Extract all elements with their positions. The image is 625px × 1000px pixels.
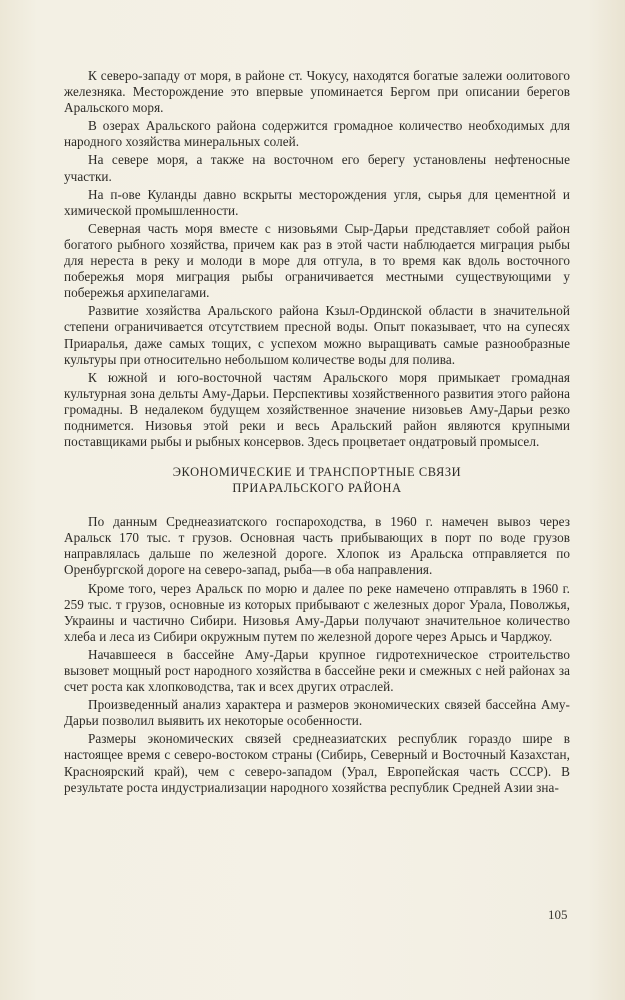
- paragraph: К южной и юго-восточной частям Аральского моря примыкает громадная культурная зона дельты Аму-Дарьи. Перспективы хозяйственного развития этого района громадны. В недалеком будущем хозяйственное значение низовьев Аму-Дарьи резко поднимется. Низовья этой реки и весь Аральский район являются крупными поставщиками рыбы и рыбных консервов. Здесь процветает ондатровый промысел.: [64, 369, 570, 450]
- section-heading: [64, 464, 570, 496]
- section-heading-line: ПРИАРАЛЬСКОГО РАЙОНА: [232, 481, 402, 496]
- paragraph: Развитие хозяйства Аральского района Кзыл-Ординской области в значительной степени ограничивается отсутствием пресной воды. Опыт показывает, что на супесях Приаралья, даже самых тощих, с успехом можно выращивать самые разнообразные культуры при относительно небольшом количестве воды для полива.: [64, 303, 570, 367]
- paragraph: Северная часть моря вместе с низовьями Сыр-Дарьи представляет собой район богатого рыбного хозяйства, причем как раз в этой части наблюдается миграция рыбы для нереста в реку и молоди в море для отгула, в то время как вдоль восточного побережья моря миграция рыбы ограничивается местными существующими у побережья архипелагами.: [64, 220, 570, 301]
- paragraph: В озерах Аральского района содержится громадное количество необходимых для народного хозяйства минеральных солей.: [64, 118, 570, 150]
- paragraph: Произведенный анализ характера и размеров экономических связей бассейна Аму-Дарьи позволил выявить их некоторые особенности.: [64, 697, 570, 729]
- paragraph: Кроме того, через Аральск по морю и далее по реке намечено отправлять в 1960 г. 259 тыс. т грузов, основные из которых прибывают с железных дорог Урала, Поволжья, Украины и частично Сибири. Низовья Аму-Дарьи получают значительное количество хлеба и леса из Сибири окружным путем по железной дороге через Арысь и Чарджоу.: [64, 580, 570, 644]
- paragraph: По данным Среднеазиатского госпароходства, в 1960 г. намечен вывоз через Аральск 170 тыс. т грузов. Основная часть прибывающих в порт по воде грузов направлялась дальше по железной дороге. Хлопок из Аральска отправляется по Оренбургской дороге на северо-запад, рыба—в оба направления.: [64, 514, 570, 578]
- paragraph: Размеры экономических связей среднеазиатских республик гораздо шире в настоящее время с северо-востоком страны (Сибирь, Северный и Восточный Казахстан, Красноярский край), чем с северо-западом (Урал, Европейская часть СССР). В результате роста индустриализации народного хозяйства республик Средней Азии зна-: [64, 731, 570, 795]
- section-heading-line: ЭКОНОМИЧЕСКИЕ И ТРАНСПОРТНЫЕ СВЯЗИ: [172, 465, 462, 480]
- paragraph: На севере моря, а также на восточном его берегу установлены нефтеносные участки.: [64, 152, 570, 184]
- paragraph: На п-ове Куланды давно вскрыты месторождения угля, сырья для цементной и химической промышленности.: [64, 186, 570, 218]
- page-number: 105: [548, 907, 568, 922]
- body-text: [64, 68, 570, 798]
- paragraph: Начавшееся в бассейне Аму-Дарьи крупное гидротехническое строительство вызовет мощный рост народного хозяйства в бассейне реки и смежных с ней районах за счет роста как хлопководства, так и всех других отраслей.: [64, 646, 570, 695]
- paragraph: К северо-западу от моря, в районе ст. Чокусу, находятся богатые залежи оолитового железняка. Месторождение это впервые упоминается Бергом при описании берегов Аральского моря.: [64, 68, 570, 116]
